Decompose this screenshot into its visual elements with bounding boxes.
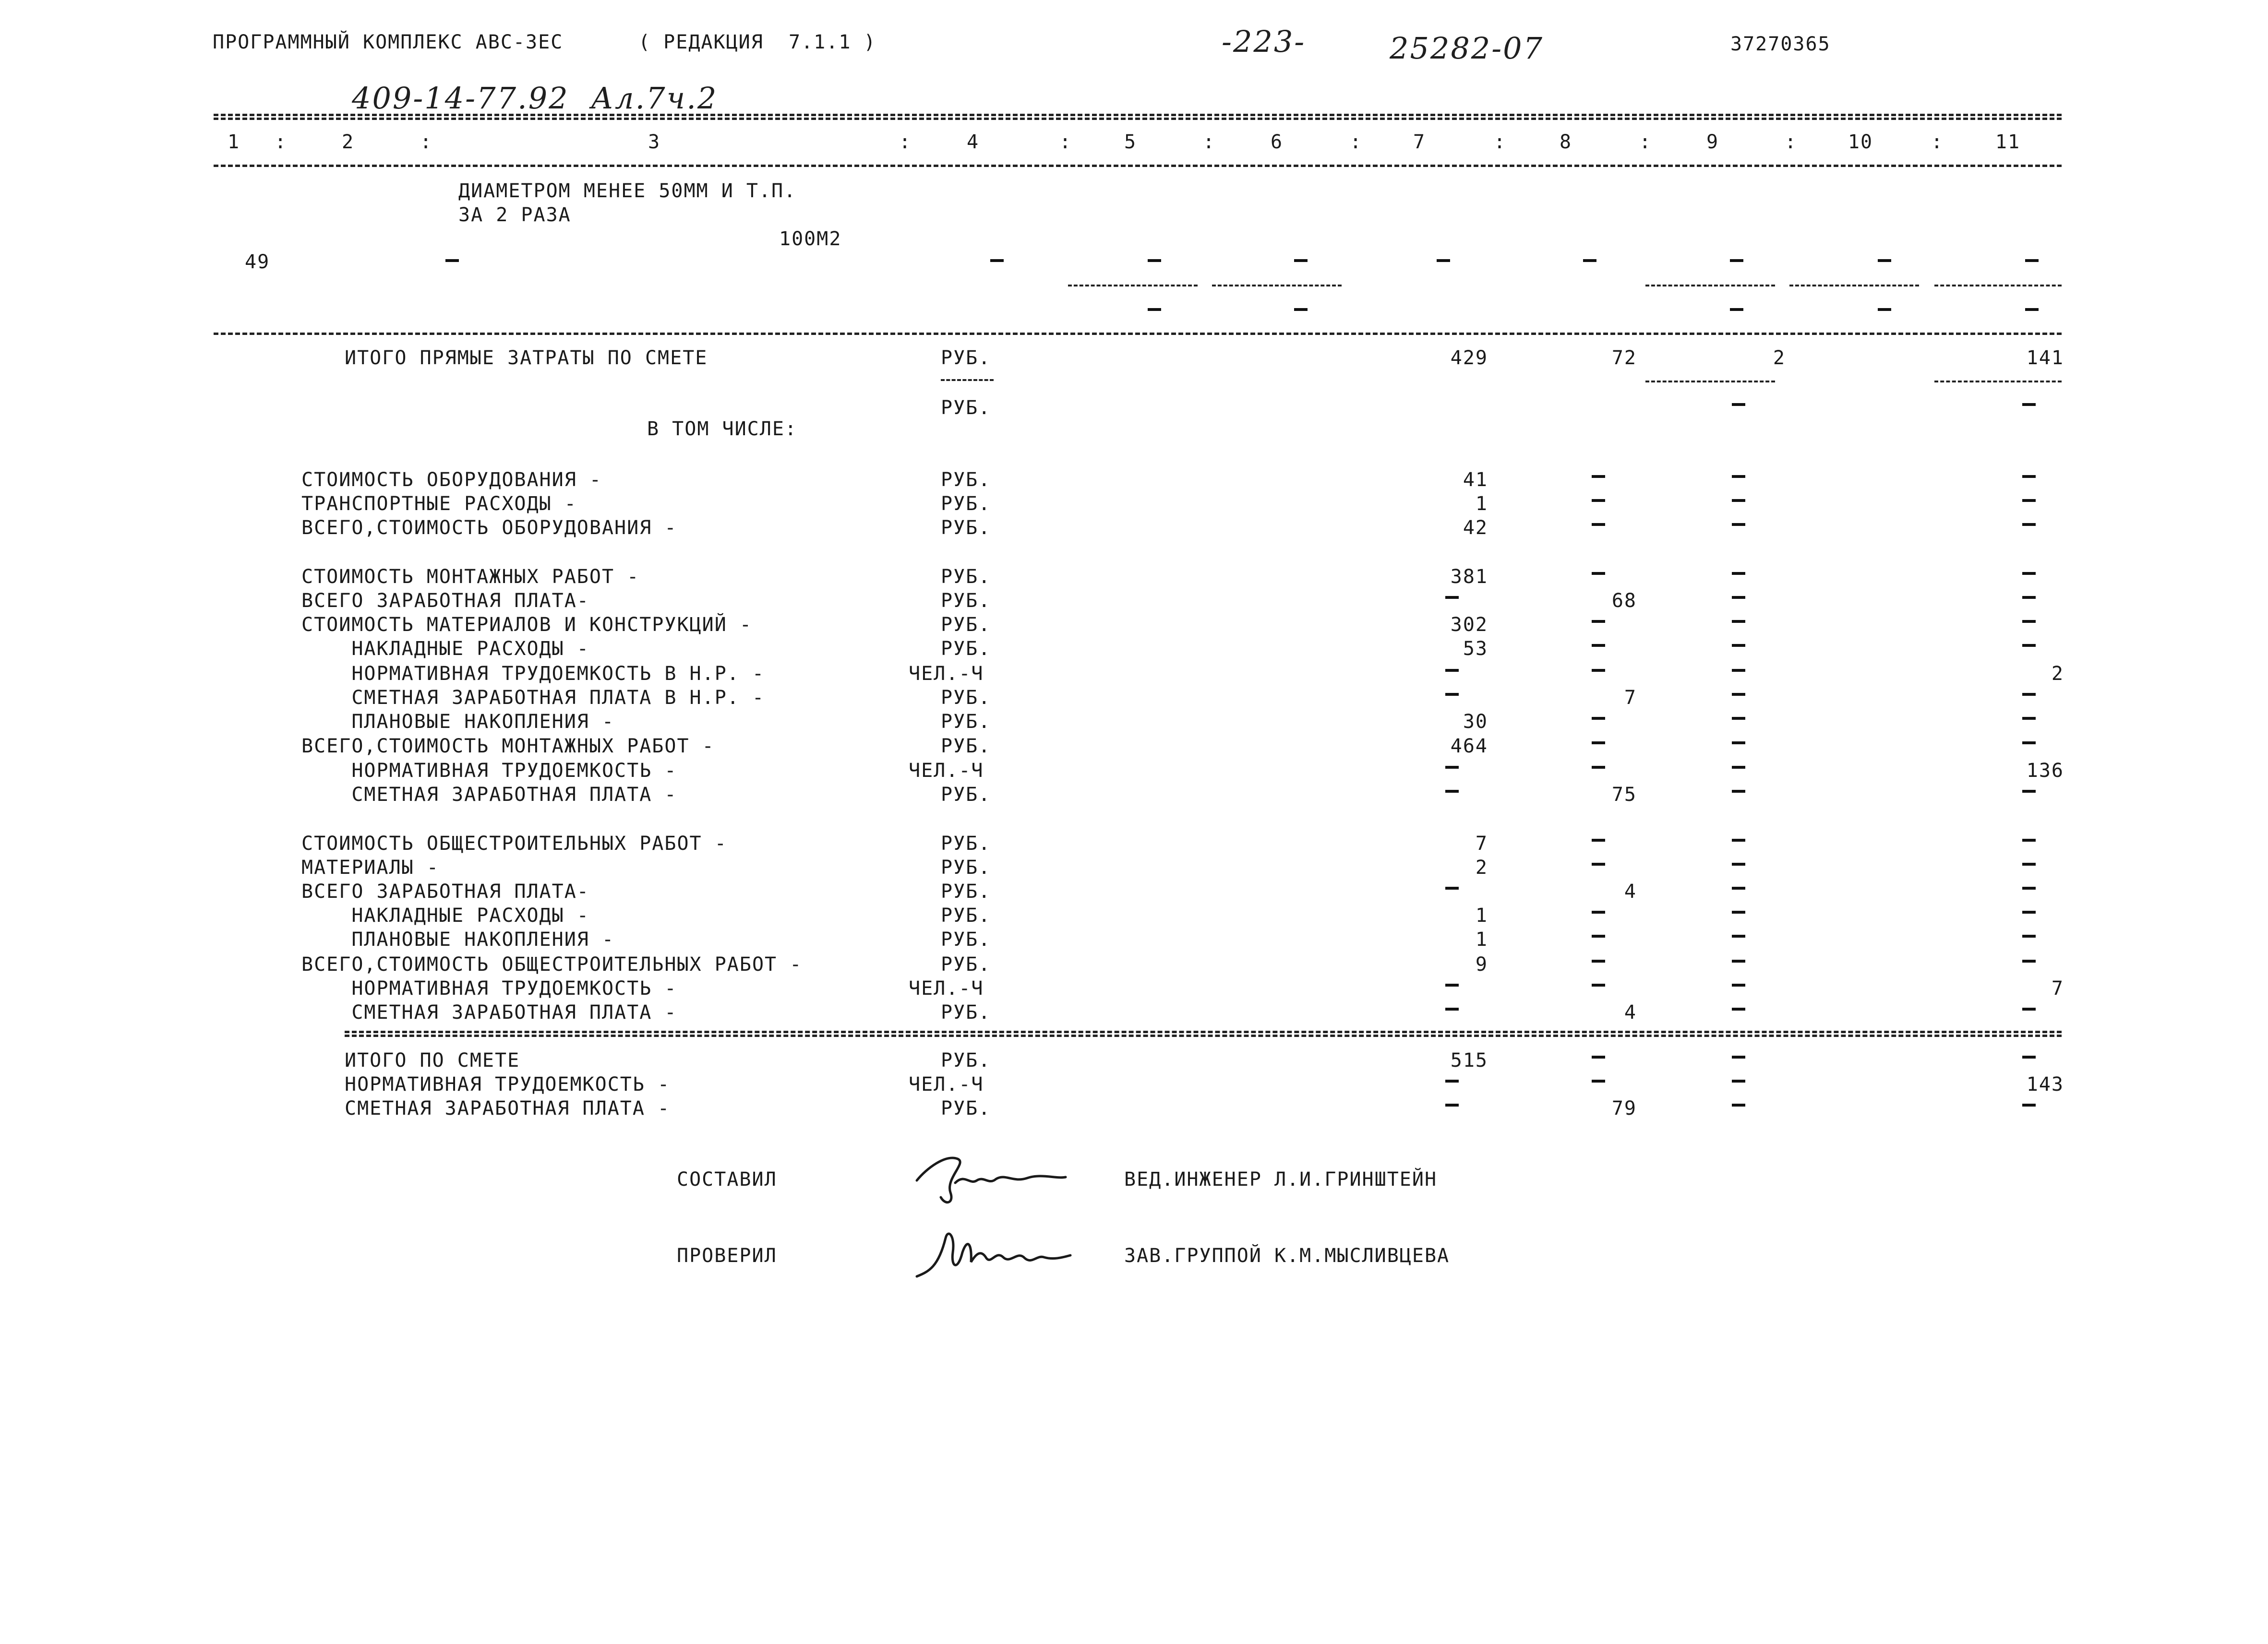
row-label: НАКЛАДНЫЕ РАСХОДЫ - [301,638,589,660]
document-number: 37270365 [1730,33,1831,55]
row-unit: ЧЕЛ.-Ч [909,1073,984,1096]
row-c11-dash [2022,935,2036,938]
top-rule [214,114,2062,116]
row-c7-dash [1445,790,1459,793]
row-c7-value: 1 [1475,905,1488,927]
column-number: 4 [966,131,980,153]
item-col4-dash [990,259,1004,262]
composed-by: ВЕД.ИНЖЕНЕР Л.И.ГРИНШТЕЙН [1124,1168,1438,1191]
row-c9-dash [1732,499,1745,502]
direct-costs-col7: 429 [1450,347,1488,369]
checked-by: ЗАВ.ГРУППОЙ К.М.МЫСЛИВЦЕВА [1124,1245,1450,1267]
column-separator: : [1639,131,1652,153]
row-c8-dash [1592,839,1605,842]
row-c9-dash [1732,863,1745,866]
column-number: 5 [1124,131,1137,153]
col6-subrule [1212,285,1342,286]
row-c7-dash [1445,669,1459,672]
row-label: ИТОГО ПО СМЕТЕ [345,1049,520,1072]
row-unit: РУБ. [941,517,991,539]
item-unit: 100М2 [779,228,842,250]
col9-subrule [1645,285,1775,286]
row-label: НОРМАТИВНАЯ ТРУДОЕМКОСТЬ - [301,760,677,782]
row-c11-value: 7 [2051,977,2064,1000]
row-c9-dash [1732,766,1745,769]
direct-costs-unit-2: РУБ. [941,397,991,419]
row-c11-value: 143 [2026,1073,2064,1096]
column-separator: : [1494,131,1507,153]
row-label: СТОИМОСТЬ ОБОРУДОВАНИЯ - [301,469,602,491]
row-c8-dash [1592,766,1605,769]
row-c8-dash [1592,644,1605,647]
row-unit: РУБ. [941,1001,991,1024]
col9-total-subrule [1645,381,1775,382]
row-unit: РУБ. [941,638,991,660]
row-c11-dash [2022,887,2036,890]
row-c8-dash [1592,475,1605,478]
row-unit: РУБ. [941,711,991,733]
row-label: СТОИМОСТЬ МАТЕРИАЛОВ И КОНСТРУКЦИЙ - [301,614,752,636]
row-c8-dash [1592,572,1605,575]
row-c7-dash [1445,984,1459,987]
item-sub-col5-dash [1148,308,1161,311]
row-c7-value: 53 [1463,638,1488,660]
row-c11-dash [2022,596,2036,599]
item-sub-col6-dash [1294,308,1308,311]
row-c7-value: 9 [1475,953,1488,976]
row-label: НОРМАТИВНАЯ ТРУДОЕМКОСТЬ - [345,1073,671,1096]
row-label: СМЕТНАЯ ЗАРАБОТНАЯ ПЛАТА В Н.Р. - [301,687,765,709]
top-rule-2 [214,118,2062,120]
row-unit: РУБ. [941,953,991,976]
item-col10-dash [1878,259,1891,262]
row-c7-dash [1445,1104,1459,1107]
row-c8-dash [1592,984,1605,987]
row-c9-dash [1732,960,1745,963]
item-col9-dash [1730,259,1743,262]
row-c11-dash [2022,499,2036,502]
row-c11-dash [2022,839,2036,842]
row-c7-dash [1445,1008,1459,1011]
row-c9-dash [1732,935,1745,938]
row-c11-value: 136 [2026,760,2064,782]
album-reference: 409-14-77.92 Ал.7ч.2 [352,81,718,116]
row-c9-dash [1732,693,1745,696]
item-col5-dash [1148,259,1161,262]
row-c8-dash [1592,499,1605,502]
column-separator: : [275,131,288,153]
row-c9-dash [1732,475,1745,478]
program-name: ПРОГРАММНЫЙ КОМПЛЕКС АВС-3ЕС [213,31,564,53]
column-number: 2 [341,131,355,153]
row-c9-dash [1732,1056,1745,1059]
row-c9-dash [1732,911,1745,914]
col10-subrule [1789,285,1919,286]
row-unit: РУБ. [941,905,991,927]
row-unit: РУБ. [941,590,991,612]
row-unit: РУБ. [941,566,991,588]
col11-subrule [1934,285,2062,286]
row-label: ВСЕГО,СТОИМОСТЬ ОБЩЕСТРОИТЕЛЬНЫХ РАБОТ - [301,953,803,976]
column-number: 3 [648,131,661,153]
row-c9-dash [1732,669,1745,672]
row-unit: РУБ. [941,493,991,515]
row-c7-value: 42 [1463,517,1488,539]
row-c7-value: 515 [1450,1049,1488,1072]
row-c9-dash [1732,1008,1745,1011]
row-label: СМЕТНАЯ ЗАРАБОТНАЯ ПЛАТА - [301,784,677,806]
row-c8-dash [1592,863,1605,866]
item-sub-col9-dash [1730,308,1743,311]
column-separator: : [899,131,912,153]
direct-costs-col9: 2 [1773,347,1786,369]
row-c7-dash [1445,1080,1459,1083]
column-separator: : [1203,131,1216,153]
column-number: 10 [1848,131,1873,153]
item-col6-dash [1294,259,1308,262]
row-c9-dash [1732,644,1745,647]
row-c9-dash [1732,1104,1745,1107]
row-unit: РУБ. [941,735,991,757]
row-c8-dash [1592,1056,1605,1059]
row-c9-dash [1732,839,1745,842]
checked-label: ПРОВЕРИЛ [677,1245,777,1267]
row-c8-value: 4 [1624,881,1637,903]
direct-col11-dash [2022,403,2036,406]
column-separator: : [1350,131,1363,153]
column-separator: : [420,131,433,153]
final-rule [345,1031,2062,1033]
row-c8-value: 4 [1624,1001,1637,1024]
row-label: ВСЕГО ЗАРАБОТНАЯ ПЛАТА- [301,590,589,612]
row-label: НОРМАТИВНАЯ ТРУДОЕМКОСТЬ - [301,977,677,1000]
row-c7-value: 30 [1463,711,1488,733]
row-label: ПЛАНОВЫЕ НАКОПЛЕНИЯ - [301,929,615,951]
row-c11-dash [2022,572,2036,575]
row-c8-dash [1592,741,1605,744]
item-description-line1: ДИАМЕТРОМ МЕНЕЕ 50ММ И Т.П. [458,180,797,202]
row-label: СМЕТНАЯ ЗАРАБОТНАЯ ПЛАТА - [301,1001,677,1024]
row-label: МАТЕРИАЛЫ - [301,857,439,879]
row-unit: РУБ. [941,881,991,903]
row-c9-dash [1732,620,1745,623]
row-label: СТОИМОСТЬ ОБЩЕСТРОИТЕЛЬНЫХ РАБОТ - [301,833,727,855]
row-label: ТРАНСПОРТНЫЕ РАСХОДЫ - [301,493,577,515]
row-c11-dash [2022,1008,2036,1011]
row-c9-dash [1732,523,1745,526]
row-c8-value: 79 [1611,1097,1637,1120]
item-sub-col11-dash [2025,308,2039,311]
direct-costs-col8: 72 [1611,347,1637,369]
row-unit: РУБ. [941,857,991,879]
row-c8-dash [1592,669,1605,672]
row-c9-dash [1732,741,1745,744]
row-c8-value: 75 [1611,784,1637,806]
item-sub-col10-dash [1878,308,1891,311]
column-separator: : [1059,131,1072,153]
col11-total-subrule [1934,381,2062,382]
row-c9-dash [1732,984,1745,987]
row-c11-dash [2022,1104,2036,1107]
item-col8-dash [1583,259,1596,262]
row-c8-dash [1592,620,1605,623]
row-c7-value: 464 [1450,735,1488,757]
row-c11-value: 2 [2051,663,2064,685]
row-unit: ЧЕЛ.-Ч [909,663,984,685]
direct-costs-col11: 141 [2026,347,2064,369]
row-c9-dash [1732,717,1745,720]
row-unit: РУБ. [941,687,991,709]
row-c9-dash [1732,790,1745,793]
row-unit: РУБ. [941,784,991,806]
row-c8-value: 68 [1611,590,1637,612]
row-c11-dash [2022,1056,2036,1059]
row-c7-dash [1445,887,1459,890]
item-description-line2: ЗА 2 РАЗА [458,204,571,226]
direct-costs-unit: РУБ. [941,347,991,369]
row-unit: РУБ. [941,929,991,951]
column-number: 11 [1995,131,2021,153]
row-c11-dash [2022,717,2036,720]
row-unit: РУБ. [941,833,991,855]
row-c9-dash [1732,596,1745,599]
row-label: СМЕТНАЯ ЗАРАБОТНАЯ ПЛАТА - [345,1097,671,1120]
row-unit: РУБ. [941,1097,991,1120]
item-col3-dash [445,259,459,262]
row-label: ВСЕГО,СТОИМОСТЬ ОБОРУДОВАНИЯ - [301,517,677,539]
column-number: 6 [1270,131,1284,153]
row-c7-value: 2 [1475,857,1488,879]
row-label: НОРМАТИВНАЯ ТРУДОЕМКОСТЬ В Н.Р. - [301,663,765,685]
row-c9-dash [1732,887,1745,890]
row-label: ВСЕГО ЗАРАБОТНАЯ ПЛАТА- [301,881,589,903]
row-c8-dash [1592,911,1605,914]
row-unit: ЧЕЛ.-Ч [909,977,984,1000]
row-unit: РУБ. [941,469,991,491]
row-c11-dash [2022,693,2036,696]
row-label: ВСЕГО,СТОИМОСТЬ МОНТАЖНЫХ РАБОТ - [301,735,715,757]
row-c9-dash [1732,1080,1745,1083]
row-label: НАКЛАДНЫЕ РАСХОДЫ - [301,905,589,927]
row-c8-dash [1592,1080,1605,1083]
row-c7-value: 7 [1475,833,1488,855]
row-c7-value: 302 [1450,614,1488,636]
direct-col9-dash [1732,403,1745,406]
item-col7-dash [1437,259,1450,262]
row-unit: РУБ. [941,614,991,636]
column-number: 9 [1706,131,1719,153]
row-label: СТОИМОСТЬ МОНТАЖНЫХ РАБОТ - [301,566,640,588]
row-c8-dash [1592,717,1605,720]
item-col11-dash [2025,259,2039,262]
row-c8-value: 7 [1624,687,1637,709]
row-c8-dash [1592,523,1605,526]
row-unit: РУБ. [941,1049,991,1072]
column-separator: : [1785,131,1798,153]
column-number: 1 [227,131,240,153]
row-c11-dash [2022,863,2036,866]
row-c11-dash [2022,475,2036,478]
composed-label: СОСТАВИЛ [677,1168,777,1191]
column-number: 8 [1559,131,1572,153]
row-c11-dash [2022,790,2036,793]
row-c7-value: 1 [1475,493,1488,515]
row-c8-dash [1592,935,1605,938]
item-number: 49 [245,251,270,273]
row-c11-dash [2022,911,2036,914]
edition-label: ( РЕДАКЦИЯ 7.1.1 ) [638,31,876,53]
final-rule-2 [345,1035,2062,1037]
row-c11-dash [2022,523,2036,526]
column-number: 7 [1413,131,1426,153]
row-c8-dash [1592,960,1605,963]
row-unit: ЧЕЛ.-Ч [909,760,984,782]
direct-costs-label: ИТОГО ПРЯМЫЕ ЗАТРАТЫ ПО СМЕТЕ [345,347,708,369]
row-c11-dash [2022,960,2036,963]
checker-signature [910,1224,1073,1286]
row-c7-dash [1445,766,1459,769]
row-c9-dash [1732,572,1745,575]
including-label: В ТОМ ЧИСЛЕ: [647,418,797,440]
unit-subrule [941,379,994,381]
row-c7-dash [1445,596,1459,599]
row-c7-value: 1 [1475,929,1488,951]
row-c7-value: 381 [1450,566,1488,588]
row-c11-dash [2022,741,2036,744]
header-bottom-rule [214,165,2062,167]
row-c11-dash [2022,620,2036,623]
row-c7-dash [1445,693,1459,696]
row-c7-value: 41 [1463,469,1488,491]
section-rule [214,333,2062,335]
document-code: 25282-07 [1390,31,1544,66]
row-label: ПЛАНОВЫЕ НАКОПЛЕНИЯ - [301,711,615,733]
page-number: -223- [1222,24,1306,59]
row-c11-dash [2022,644,2036,647]
composer-signature [912,1149,1070,1207]
column-separator: : [1931,131,1944,153]
col5-subrule [1068,285,1198,286]
